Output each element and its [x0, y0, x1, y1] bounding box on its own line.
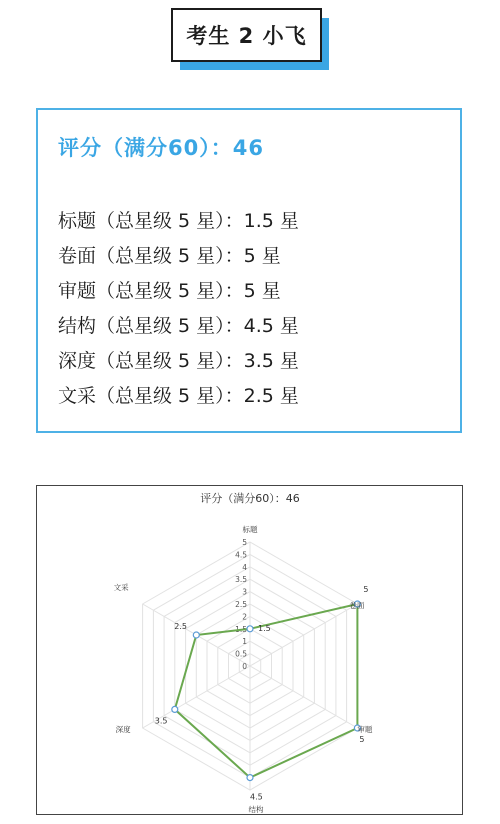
data-label: 5 — [363, 585, 369, 594]
data-label: 5 — [359, 735, 365, 744]
score-row-style: 文采（总星级 5 星）：2.5 星 — [58, 385, 299, 407]
score-row-title: 标题（总星级 5 星）：1.5 星 — [58, 210, 299, 232]
tick-label: 5 — [242, 538, 247, 547]
tick-label: 1.5 — [235, 624, 247, 634]
data-label: 1.5 — [258, 623, 271, 633]
tick-label: 2 — [242, 612, 247, 622]
data-label: 2.5 — [174, 622, 188, 631]
category-label: 标题 — [242, 525, 258, 534]
category-label: 审题 — [357, 725, 373, 734]
tick-label: 3 — [242, 587, 247, 597]
radar-chart-panel — [36, 485, 463, 815]
tick-label: 0 — [242, 662, 247, 671]
data-label: 3.5 — [154, 716, 168, 726]
score-row-depth: 深度（总星级 5 星）：3.5 星 — [58, 350, 299, 372]
data-label: 4.5 — [250, 792, 263, 802]
category-label: 卷面 — [349, 601, 365, 610]
category-label: 深度 — [115, 725, 131, 734]
page-title: 考生 2 小飞 — [171, 8, 322, 62]
radar-chart — [37, 486, 464, 816]
tick-label: 2.5 — [235, 600, 247, 609]
tick-label: 4 — [242, 562, 247, 572]
tick-label: 4.5 — [235, 550, 247, 560]
score-row-layout: 卷面（总星级 5 星）：5 星 — [58, 245, 281, 267]
score-panel — [36, 108, 462, 433]
tick-label: 1 — [242, 637, 247, 647]
header-badge — [171, 8, 331, 68]
tick-label: 0.5 — [235, 649, 247, 659]
category-label: 结构 — [248, 805, 264, 814]
score-total: 评分（满分60）：46 — [58, 136, 264, 160]
score-list — [58, 204, 299, 414]
tick-label: 3.5 — [235, 575, 247, 585]
category-label: 文采 — [113, 583, 129, 592]
score-row-structure: 结构（总星级 5 星）：4.5 星 — [58, 315, 299, 337]
chart-title: 评分（满分60）：46 — [200, 492, 300, 505]
data-point — [172, 706, 178, 712]
data-point — [193, 632, 199, 638]
score-row-topic: 审题（总星级 5 星）：5 星 — [58, 280, 281, 302]
data-point — [247, 775, 253, 781]
data-point — [247, 626, 253, 632]
